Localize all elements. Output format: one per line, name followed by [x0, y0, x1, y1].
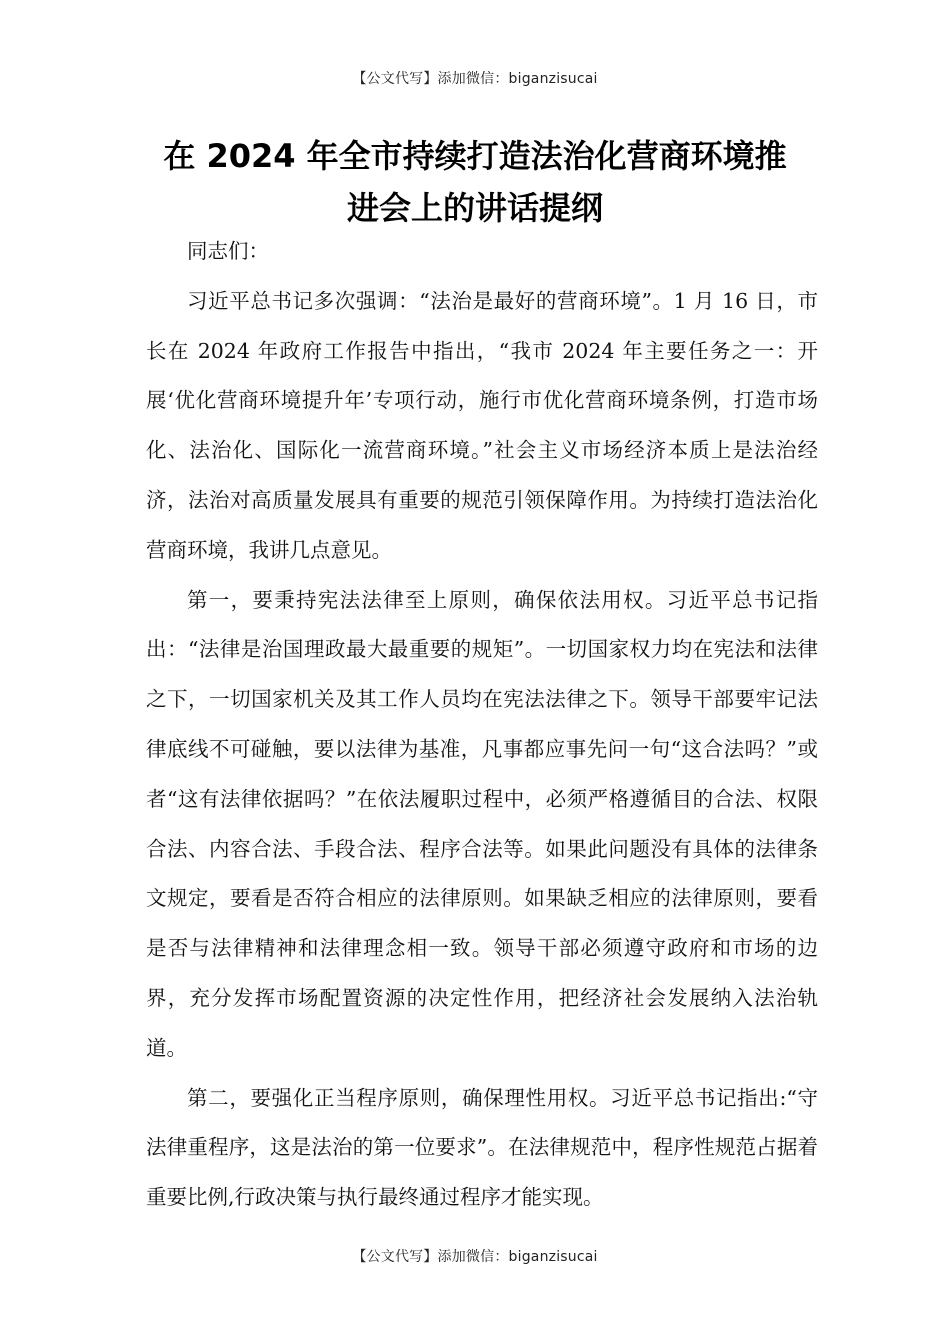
- paragraph: 习近平总书记多次强调：“法治是最好的营商环境”。1 月 16 日，市长在 2024 年政府工作报告中指出，“我市 2024 年主要任务之一：开展‘优化营商环境提升年’专项行动，施行市优化营商环境条例，打造市场化、法治化、国际化一流营商环境。”社会主义市场经济本质上是法治经济，法治对高质量发展具有重要的规范引领保障作用。为持续打造法治化营商环境，我讲几点意见。: [146, 288, 818, 562]
- document-title: [140, 130, 810, 234]
- title-line-2: 进会上的讲话提纲: [346, 189, 603, 227]
- page-footer: 【公文代写】添加微信：biganzisucai: [352, 1249, 598, 1265]
- paragraph: 第一，要秉持宪法法律至上原则，确保依法用权。习近平总书记指出：“法律是治国理政最大最重要的规矩”。一切国家权力均在宪法和法律之下，一切国家机关及其工作人员均在宪法法律之下。领导干部要牢记法律底线不可碰触，要以法律为基准，凡事都应事先问一句“这合法吗？”或者“这有法律依据吗？”在依法履职过程中，必须严格遵循目的合法、权限合法、内容合法、手段合法、程序合法等。如果此问题没有具体的法律条文规定，要看是否符合相应的法律原则。如果缺乏相应的法律原则，要看是否与法律精神和法律理念相一致。领导干部必须遵守政府和市场的边界，充分发挥市场配置资源的决定性作用，把经济社会发展纳入法治轨道。: [146, 587, 818, 1060]
- title-line-1: 在 2024 年全市持续打造法治化营商环境推: [163, 137, 787, 175]
- document-body: [146, 227, 818, 1223]
- page-header: 【公文代写】添加微信：biganzisucai: [352, 71, 598, 87]
- paragraph: 第二，要强化正当程序原则，确保理性用权。习近平总书记指出:“守法律重程序，这是法治的第一位要求”。在法律规范中，程序性规范占据着重要比例,行政决策与执行最终通过程序才能实现。: [146, 1085, 818, 1210]
- salutation: 同志们：: [187, 239, 269, 263]
